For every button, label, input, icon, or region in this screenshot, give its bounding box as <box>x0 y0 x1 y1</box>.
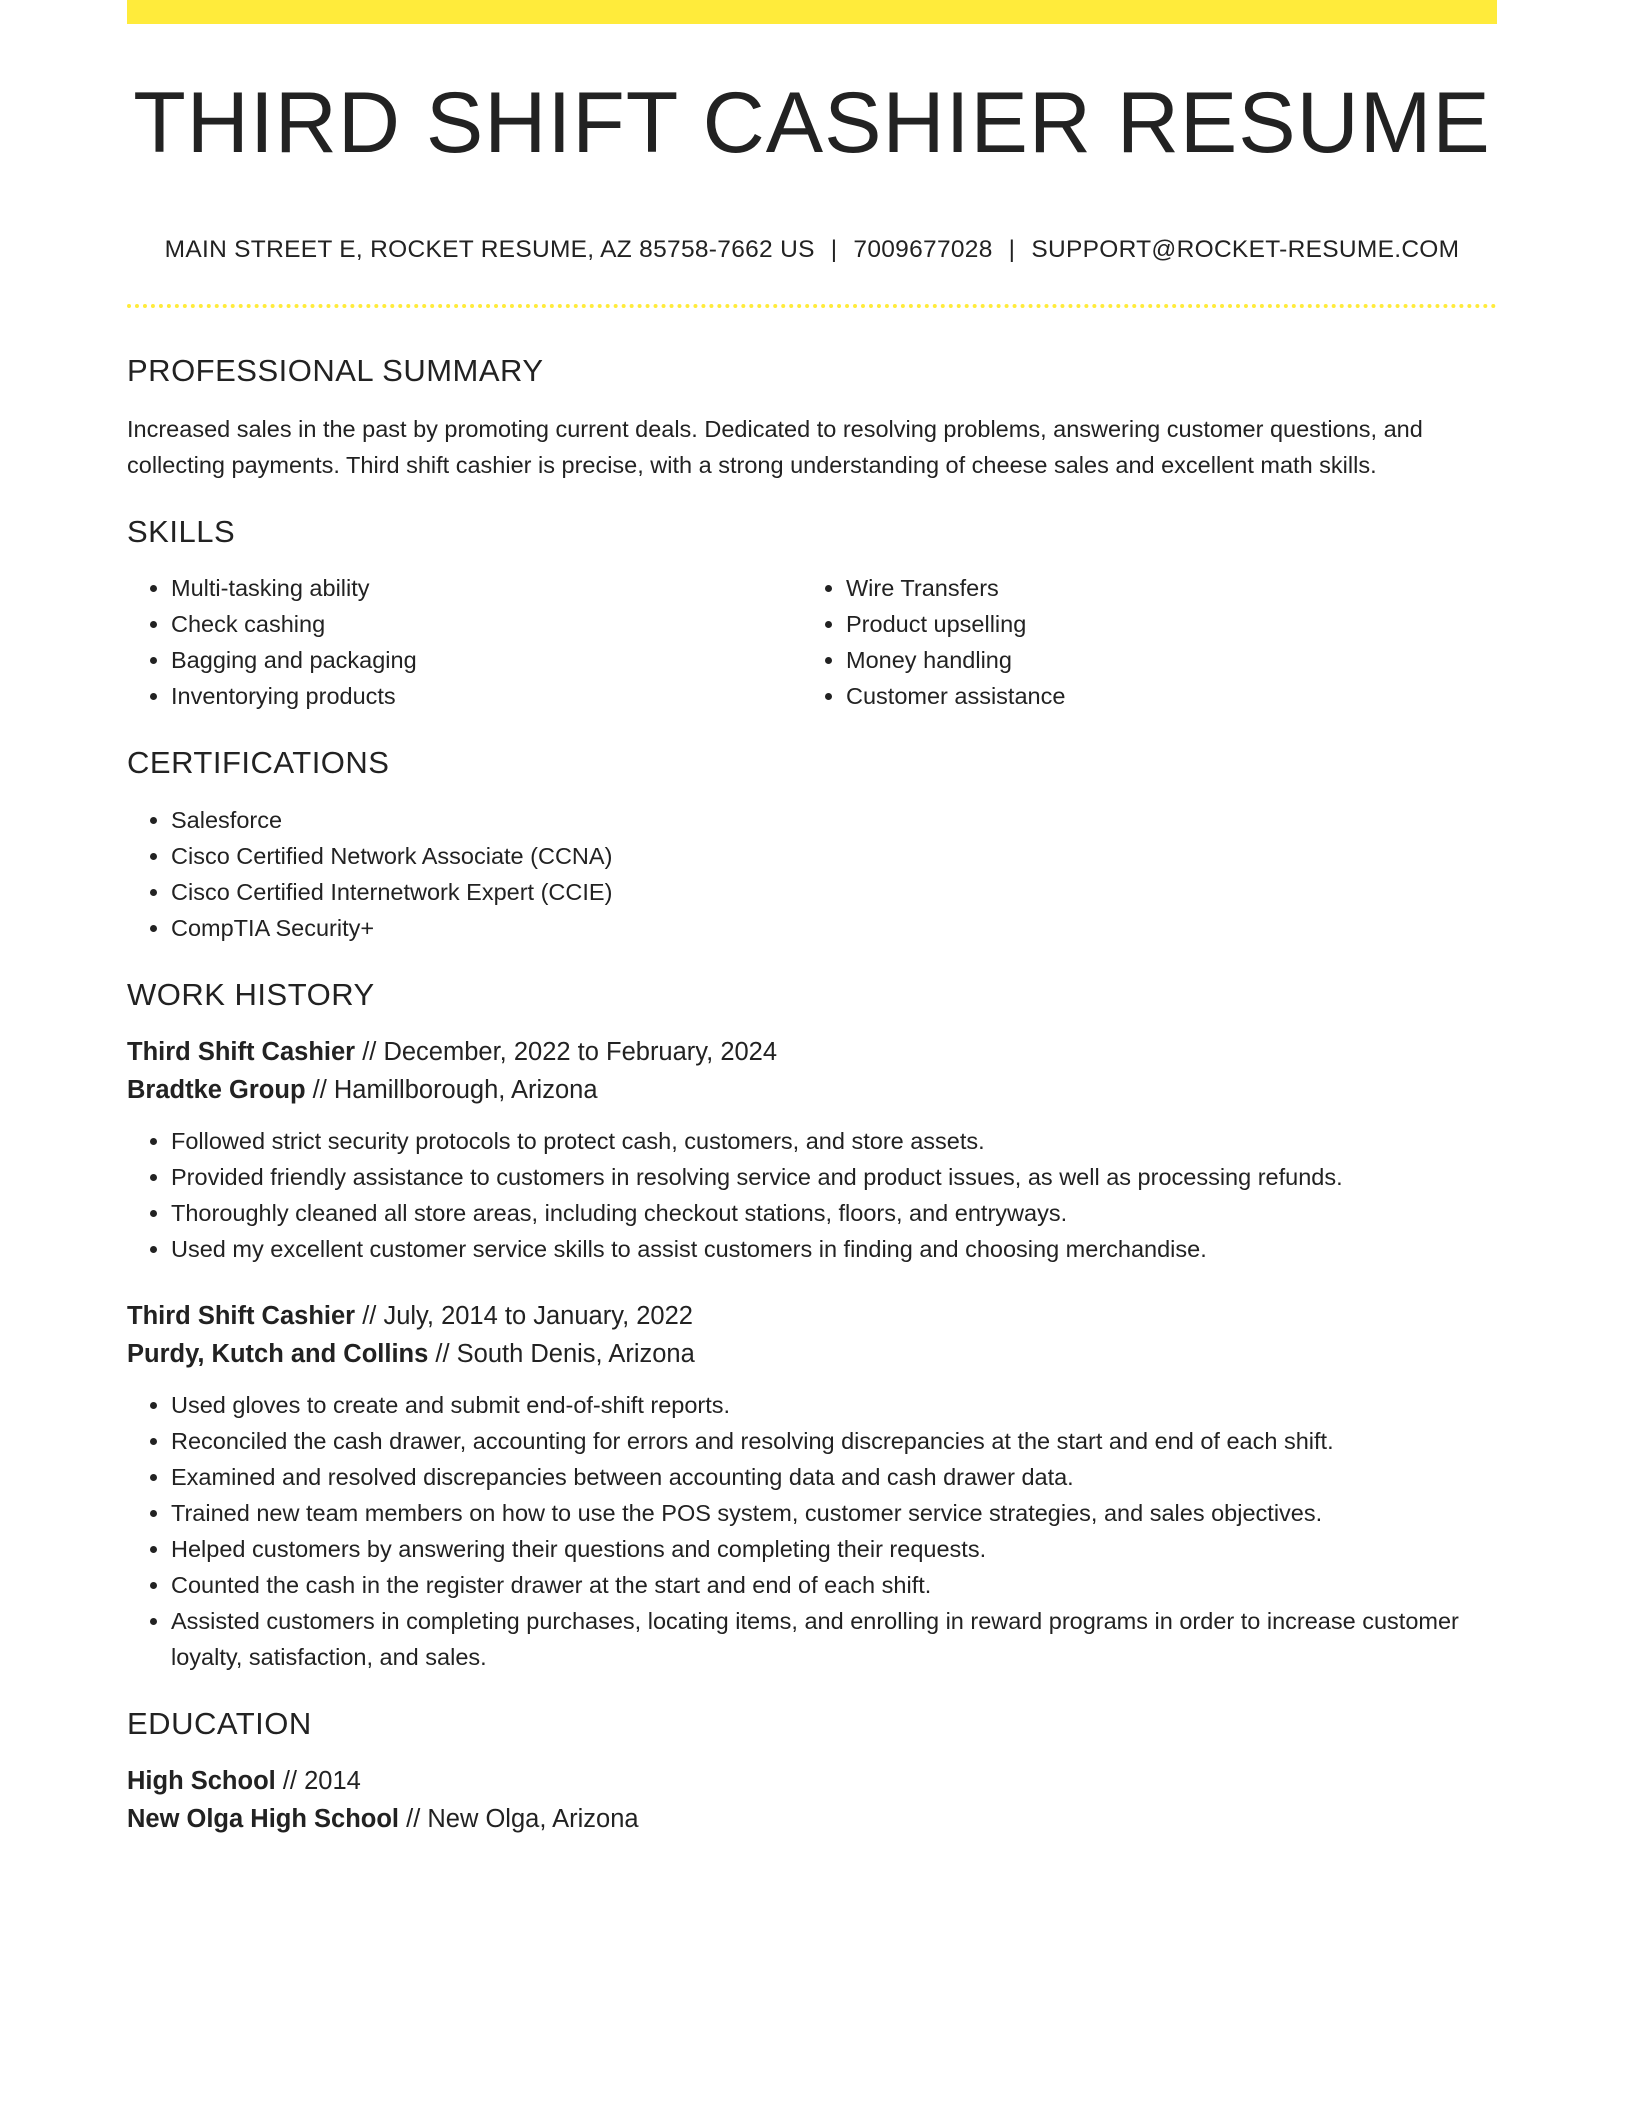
dotted-divider <box>127 304 1497 308</box>
summary-text: Increased sales in the past by promoting current deals. Dedicated to resolving problems, answering customer questions, and collecting payments. Third shift cashier is precise, with a strong understanding of cheese sales and excellent math skills. <box>127 416 1423 479</box>
job-company-line <box>127 1335 1497 1373</box>
contact-phone: 7009677028 <box>853 236 993 263</box>
contact-separator: | <box>830 236 838 263</box>
job-location: // South Denis, Arizona <box>428 1339 695 1368</box>
certification-item: • Cisco Certified Internetwork Expert (CCIE) <box>171 874 1497 910</box>
skill-item: • Customer assistance <box>846 678 1477 714</box>
contact-email: SUPPORT@ROCKET-RESUME.COM <box>1031 236 1460 263</box>
skill-item: • Inventorying products <box>171 678 802 714</box>
certification-item: • CompTIA Security+ <box>171 910 1497 946</box>
job-duty: • Examined and resolved discrepancies between accounting data and cash drawer data. <box>171 1459 1497 1495</box>
job-duties-list <box>127 1123 1497 1267</box>
summary-heading: PROFESSIONAL SUMMARY <box>127 353 544 388</box>
work-history-heading: WORK HISTORY <box>127 976 375 1012</box>
certifications-list <box>127 802 1497 946</box>
contact-line <box>127 236 1497 264</box>
job-duty: • Provided friendly assistance to customers in resolving service and product issues, as well as processing refunds. <box>171 1159 1497 1195</box>
job-location: // Hamillborough, Arizona <box>305 1075 598 1104</box>
education-location: // New Olga, Arizona <box>399 1804 639 1833</box>
resume-title: THIRD SHIFT CASHIER RESUME <box>133 75 1491 171</box>
contact-separator: | <box>1008 236 1016 263</box>
education-entry <box>127 1762 1497 1838</box>
accent-top-bar <box>127 0 1497 24</box>
job-duty: • Used gloves to create and submit end-of-shift reports. <box>171 1387 1497 1423</box>
skills-grid <box>127 570 1497 714</box>
job-duty: • Trained new team members on how to use the POS system, customer service strategies, and sales objectives. <box>171 1495 1497 1531</box>
job-duty: • Helped customers by answering their questions and completing their requests. <box>171 1531 1497 1567</box>
job-entry <box>127 1297 1497 1675</box>
education-year: // 2014 <box>275 1766 361 1795</box>
education-heading: EDUCATION <box>127 1705 312 1741</box>
contact-address: MAIN STREET E, ROCKET RESUME, AZ 85758-7662 US <box>164 236 815 263</box>
skill-item: • Bagging and packaging <box>171 642 802 678</box>
job-duties-list <box>127 1387 1497 1675</box>
job-duty: • Counted the cash in the register drawer at the start and end of each shift. <box>171 1567 1497 1603</box>
job-duty: • Reconciled the cash drawer, accounting for errors and resolving discrepancies at the start and end of each shift. <box>171 1423 1497 1459</box>
job-dates: // December, 2022 to February, 2024 <box>355 1037 778 1066</box>
resume-page <box>127 0 1497 1838</box>
skill-item: • Check cashing <box>171 606 802 642</box>
skills-list-right <box>802 570 1477 714</box>
skill-item: • Product upselling <box>846 606 1477 642</box>
skills-list-left <box>127 570 802 714</box>
skills-column-right <box>802 570 1477 714</box>
job-duty: • Followed strict security protocols to protect cash, customers, and store assets. <box>171 1123 1497 1159</box>
job-dates: // July, 2014 to January, 2022 <box>355 1301 693 1330</box>
skill-item: • Money handling <box>846 642 1477 678</box>
education-degree-line <box>127 1762 1497 1800</box>
skill-item: • Wire Transfers <box>846 570 1477 606</box>
job-title-line <box>127 1033 1497 1071</box>
job-duty: • Assisted customers in completing purchases, locating items, and enrolling in reward programs in order to increase customer loyalty, satisfaction, and sales. <box>171 1603 1497 1675</box>
job-title: Third Shift Cashier <box>127 1301 356 1330</box>
skills-heading: SKILLS <box>127 514 236 550</box>
job-company-line <box>127 1071 1497 1109</box>
education-school: New Olga High School <box>127 1804 400 1833</box>
skills-column-left <box>127 570 802 714</box>
education-degree: High School <box>127 1766 276 1795</box>
certifications-heading: CERTIFICATIONS <box>127 745 390 781</box>
job-title: Third Shift Cashier <box>127 1037 356 1066</box>
job-duty: • Used my excellent customer service skills to assist customers in finding and choosing merchandise. <box>171 1231 1497 1267</box>
job-duty: • Thoroughly cleaned all store areas, including checkout stations, floors, and entryways. <box>171 1195 1497 1231</box>
job-title-line <box>127 1297 1497 1335</box>
education-school-line <box>127 1800 1497 1838</box>
job-company: Purdy, Kutch and Collins <box>127 1339 429 1368</box>
skill-item: • Multi-tasking ability <box>171 570 802 606</box>
certification-item: • Salesforce <box>171 802 1497 838</box>
certification-item: • Cisco Certified Network Associate (CCNA) <box>171 838 1497 874</box>
job-company: Bradtke Group <box>127 1075 306 1104</box>
job-entry <box>127 1033 1497 1267</box>
